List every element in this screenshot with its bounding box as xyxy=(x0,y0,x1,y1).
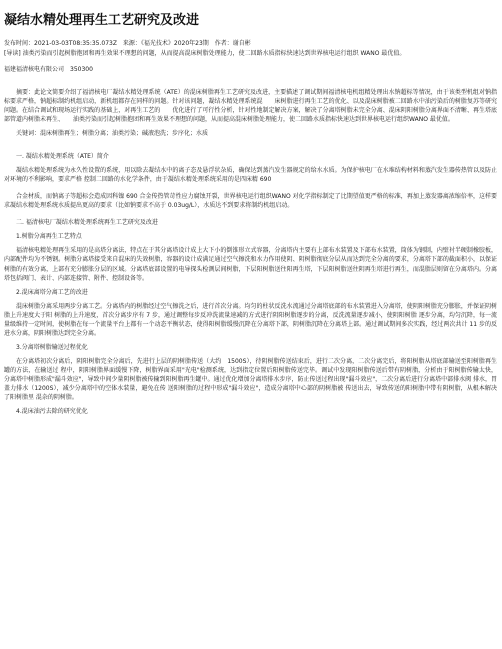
abstract: 摘要：此论文简要介绍了福清核电厂凝结水精处理系统（ATE）的混床树脂再生工艺研究及改进，主要描述了调试期间福清核电机组精处理出水钠超标等情况，由于该类型机组对钠指标要求严格，钠超标制约机组启动，新机组都存在同样的问题。针对该问题，凝结水精处理系统混 床树脂进行再生工艺的优化、以及混床树脂被二回路水中油污染后的树脂复苏等研究问题。在结合调试和现场运行实践的基础上，对再生工艺的 优化进行了可行性分析，针对性地制定解决方案，解决了分离塔树脂未完全分离、混床阴阳树脂分离界面不清晰、再生塔底部管道内树脂未再生、 油类污染而引起树脂抱团和再生效果不理想的问题，从而提高混床树脂处理能力，使二回路水质指标快速达到世界核电运行组织WANO 最优值。 xyxy=(4,89,497,124)
paragraph: 在分离塔初次分离后，阴阳树脂完全分离后，先进行上层的阴树脂传送（大约 1500S），待阴树脂传送结束后，进行二次分离，二次分离完后，将阳树脂从塔底部输送至阳树脂再生罐的方法，在输送过 程中，阴阳树脂界面缓慢下降，树脂界面采用"光电"检测系统，达到指定位置后阳树脂传送完毕。调试中发现阳树脂传送后带有阴树脂，分析由于阳树脂传输太快，分离塔中树脂形成"漏斗效应"，导致中间少量阴树脂被传输到阳树脂再生罐中。通过优化增加分离塔排水步序，防止传送过程出现"漏斗效应"，二次分离后进行分离塔中部排水阀 排水，胃盖力排水（1200S），减少分离塔中的空体水装量，避免在传 送阳树脂的过程中形成"漏斗效应"，造成分离塔中心部的阴树脂被 传送出去，导致传送的阳树脂中带有阴树脂，从根本解决了阳树脂里 混杂的阴树脂。 xyxy=(4,357,497,401)
subsection-heading: 3.分离塔树脂输送过程优化 xyxy=(16,343,88,351)
author: 作者：谢自彬 xyxy=(214,40,251,47)
paragraph: 混床树脂分离采用两步分离工艺。分离塔内的树脂经过空气擦洗之后，进行首次分离。均匀的柱状反洗水流通过分离塔底部的布水装置进入分离塔，使阴阳树脂充分膨胀，并保证阴树脂上升速度大于阳 树脂的上升速度，首次分离步序有 7 步，通过调整每步反冲洗流量速减的方式进行阴阳树脂逐步的分离，反洗流量逐步减小，使阴阳树脂 逐步分离，均匀沉降，每一流量级维持一定时间，使树脂在每一个流量平台上都有一个动态平衡状态，使得阳树脂缓慢沉降在分离塔下部，阴树脂沉降在分离塔上部。通过调试期间多次实践，经过两次共计 11 步的反进水分离，阴阳树脂达到完全分离。 xyxy=(4,302,497,337)
subsection-heading: 4.混床油污去除的研究优化 xyxy=(16,408,88,416)
guide-text: [导读] 油类污染而引起树脂抱团和再生效果不理想的问题，从而提高混床树脂处理能力，使二回路水质指标快速达到世界核电运行组织 WANO 最优值。 xyxy=(4,50,406,57)
source: 来源：《福光技术》2020年23期 xyxy=(122,40,209,47)
paragraph: 合金材质，而钠离子等超标会造成因科镍 690 合金传热管苛性应力腐蚀开裂，世界核电运行组织WANO 对化学指标制定了比期望值更严格的标准，再加上蒸发器离浓缩倍率，这样要求凝结水精处理系统水质提出更高的要求（比如钠要求不高于 0.03ug/L），水质达不到要求将制约机组启动。 xyxy=(4,193,497,210)
subsection-heading: 2.混床离塔分离工艺的改进 xyxy=(16,288,88,296)
subsection-heading: 1.树脂分离再生工艺特点 xyxy=(16,233,82,241)
article-title: 凝结水精处理再生工艺研究及改进 xyxy=(4,13,200,28)
paragraph: 凝结水精处理系统为永久性设置的系统，用以除去凝结水中的离子态及悬浮状杂质，确保达到蒸汽发生器规定的给水水质。为保护核电厂在水堆结构材料和蒸汽发生器传热管以及防止对环境的不利影响，要求严格 控制二回路的水化学条件，由于凝结水精处理系统采用的是四床精 690 xyxy=(4,167,497,184)
publish-time: 发布时间：2021-03-03T08:35:35.073Z xyxy=(4,40,117,47)
section-heading: 一. 凝结水精处理系统（ATE）简介 xyxy=(16,153,109,161)
paragraph: 福清核电精处理再生采用的是高塔分离法，特点在于其分离塔设计成上大下小的倒锥形立式容器，分离塔内主要有上部布水装置及下部布水装置，筒体为钢制，内壁衬半硬制橡胶板，内部配件均为不锈钢。树脂分离塔接受来自混床的失效树脂，容器的设计成满足通过空气擦洗和水力作用使阴、阴树脂彻底分层从而达到完全分离的要求，分离塔下部的截面积小，以保证树脂的有效分离，上部有充分膨胀分层的区域。分离塔底部设置的电导探头检测层间树脂，下层阳树脂送往阳再生塔，下层阳树脂送往阴再生塔进行再生，而混脂层则留在分离塔内。分离塔包括阀门、表计、内部连接管、附件、控制设备等。 xyxy=(4,247,497,282)
keywords: 关键词：混床树脂再生；树脂分离；油类污染；碱液泡洗；步序化；水质 xyxy=(16,130,209,138)
section-heading: 二. 福清核电厂凝结水精处理系统再生工艺研究及改进 xyxy=(16,219,158,227)
affiliation: 福建福清核电有限公司 350300 xyxy=(4,66,93,73)
article-meta xyxy=(4,39,497,48)
